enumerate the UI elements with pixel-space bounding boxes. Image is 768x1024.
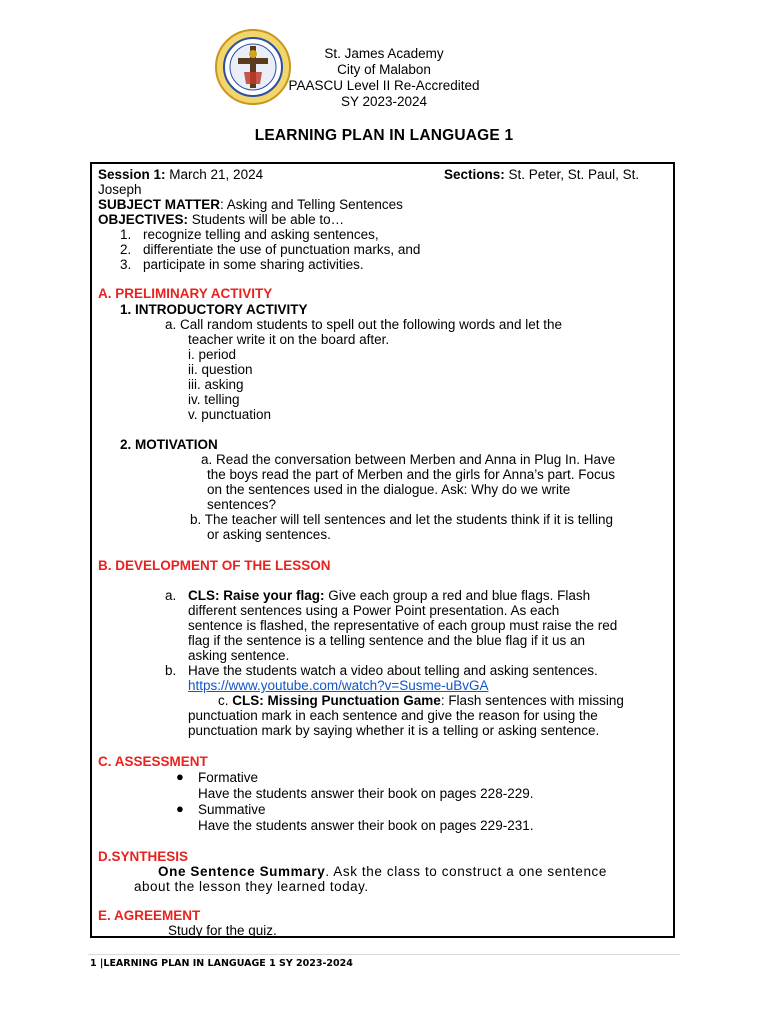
objective-number: 3. (120, 257, 132, 272)
motivation-b: b. The teacher will tell sentences and let the students think if it is telling (190, 512, 613, 527)
footer-divider (88, 954, 680, 955)
objective-item: participate in some sharing activities. (143, 257, 364, 272)
motivation-a-cont: the boys read the part of Merben and the girls for Anna’s part. Focus (207, 467, 615, 482)
agreement-heading: E. AGREEMENT (98, 908, 201, 923)
synthesis-line (158, 864, 607, 879)
dev-a-cont: different sentences using a Power Point presentation. As each (188, 603, 560, 618)
lesson-plan-box (90, 162, 675, 938)
motivation-a-cont: sentences? (207, 497, 277, 512)
sections-label: Sections: (444, 167, 505, 182)
assessment-detail: Have the students answer their book on pages 229-231. (198, 818, 534, 833)
motivation-heading: 2. MOTIVATION (120, 437, 218, 452)
dev-c-text: : Flash sentences with missing (440, 693, 624, 708)
synthesis-heading: D.SYNTHESIS (98, 849, 189, 864)
dev-c-prefix: c. (218, 693, 229, 708)
dev-b-prefix: b. (165, 663, 177, 678)
motivation-a: a. Read the conversation between Merben and Anna in Plug In. Have (201, 452, 616, 467)
bullet-icon: ● (176, 801, 184, 816)
objective-number: 2. (120, 242, 132, 257)
word-item: iv. telling (188, 392, 240, 407)
subject-value: : Asking and Telling Sentences (220, 197, 403, 212)
dev-c-line (218, 693, 624, 708)
word-item: i. period (188, 347, 237, 362)
objective-item: differentiate the use of punctuation marks, and (143, 242, 421, 257)
accreditation: PAASCU Level II Re-Accredited (288, 78, 480, 93)
school-city: City of Malabon (337, 62, 431, 77)
dev-b-text: Have the students watch a video about telling and asking sentences. (188, 663, 598, 678)
session-line (98, 167, 263, 182)
dev-a-text: Give each group a red and blue flags. Flash (324, 588, 591, 603)
school-year: SY 2023-2024 (340, 94, 428, 109)
video-link[interactable]: https://www.youtube.com/watch?v=Susme-uBvGA (188, 678, 489, 693)
introductory-heading: 1. INTRODUCTORY ACTIVITY (120, 302, 308, 317)
dev-a-bold: CLS: Raise your flag: (188, 588, 325, 603)
word-item: iii. asking (188, 377, 244, 392)
dev-a-cont: asking sentence. (188, 648, 290, 663)
page-title: LEARNING PLAN IN LANGUAGE 1 (254, 127, 514, 144)
motivation-a-cont: on the sentences used in the dialogue. Ask: Why do we write (207, 482, 571, 497)
synthesis-cont: about the lesson they learned today. (134, 879, 369, 894)
dev-a-prefix: a. (165, 588, 177, 603)
intro-item-a-cont: teacher write it on the board after. (188, 332, 390, 347)
dev-a-line (188, 588, 590, 603)
agreement-text: Study for the quiz. (168, 923, 277, 938)
dev-c-cont: punctuation mark in each sentence and give the reason for using the (188, 708, 598, 723)
word-item: v. punctuation (188, 407, 272, 422)
objective-item: recognize telling and asking sentences, (143, 227, 379, 242)
assessment-type: Formative (198, 770, 259, 785)
assessment-type: Summative (198, 802, 266, 817)
dev-a-cont: sentence is flashed, the representative of each group must raise the red (188, 618, 618, 633)
dev-c-bold: CLS: Missing Punctuation Game (232, 693, 441, 708)
session-label: Session 1: (98, 167, 166, 182)
objectives-label: OBJECTIVES: (98, 212, 189, 227)
school-name: St. James Academy (324, 46, 444, 61)
motivation-b-cont: or asking sentences. (207, 527, 331, 542)
intro-item-a: a. Call random students to spell out the following words and let the (165, 317, 562, 332)
assessment-heading: C. ASSESSMENT (98, 754, 208, 769)
subject-line (98, 197, 403, 212)
dev-a-cont: flag if the sentence is a telling sentence and the blue flag if it us an (188, 633, 586, 648)
development-heading: B. DEVELOPMENT OF THE LESSON (98, 558, 331, 573)
assessment-detail: Have the students answer their book on pages 228-229. (198, 786, 534, 801)
objective-number: 1. (120, 227, 132, 242)
sections-value: St. Peter, St. Paul, St. (504, 167, 640, 182)
synthesis-text: . Ask the class to construct a one sentence (325, 864, 608, 879)
preliminary-heading: A. PRELIMINARY ACTIVITY (98, 286, 273, 301)
dev-c-cont: punctuation mark by saying whether it is a telling or asking sentence. (188, 723, 600, 738)
objectives-intro: Students will be able to… (188, 212, 345, 227)
bullet-icon: ● (176, 769, 184, 784)
sections-continued: Joseph (98, 182, 142, 197)
subject-label: SUBJECT MATTER (98, 197, 221, 212)
synthesis-bold: One Sentence Summary (158, 864, 326, 879)
page-footer: 1 |LEARNING PLAN IN LANGUAGE 1 SY 2023-2024 (90, 958, 353, 969)
sections-line (444, 167, 639, 182)
word-item: ii. question (188, 362, 253, 377)
session-date: March 21, 2024 (165, 167, 264, 182)
objectives-line (98, 212, 344, 227)
